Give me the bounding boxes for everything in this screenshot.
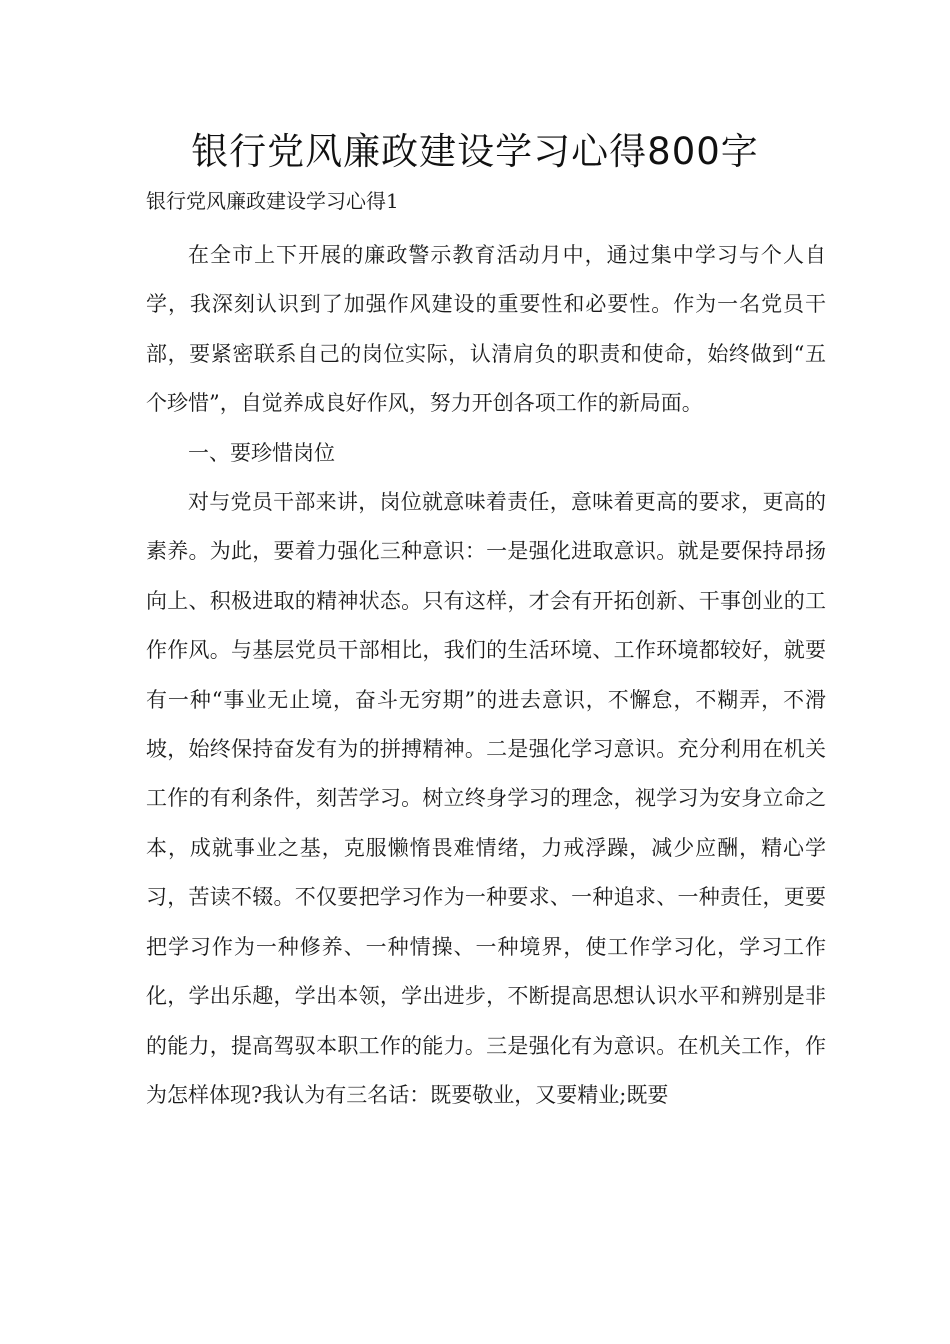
intro-paragraph: 在全市上下开展的廉政警示教育活动月中，通过集中学习与个人自学，我深刻认识到了加强作风建设的重要性和必要性。作为一名党员干部，要紧密联系自己的岗位实际，认清肩负的职责和使命，始终做到“五个珍惜”，自觉养成良好作风，努力开创各项工作的新局面。 [146, 243, 826, 416]
document-title: 银行党风廉政建设学习心得800字 [191, 130, 759, 173]
document-body [146, 231, 826, 1120]
section-heading: 一、要珍惜岗位 [188, 440, 335, 465]
document-subtitle: 银行党风廉政建设学习心得1 [146, 189, 399, 213]
body-paragraph: 对与党员干部来讲，岗位就意味着责任，意味着更高的要求，更高的素养。为此，要着力强化三种意识：一是强化进取意识。就是要保持昂扬向上、积极进取的精神状态。只有这样，才会有开拓创新、干事创业的工作作风。与基层党员干部相比，我们的生活环境、工作环境都较好，就要有一种“事业无止境，奋斗无穷期”的进去意识，不懈怠，不糊弄，不滑坡，始终保持奋发有为的拼搏精神。二是强化学习意识。充分利用在机关工作的有利条件，刻苦学习。树立终身学习的理念，视学习为安身立命之本，成就事业之基，克服懒惰畏难情绪，力戒浮躁，减少应酬，精心学习，苦读不辍。不仅要把学习作为一种要求、一种追求、一种责任，更要把学习作为一种修养、一种情操、一种境界，使工作学习化，学习工作化，学出乐趣，学出本领，学出进步，不断提高思想认识水平和辨别是非的能力，提高驾驭本职工作的能力。三是强化有为意识。在机关工作，作为怎样体现?我认为有三名话：既要敬业，又要精业;既要 [146, 490, 826, 1107]
